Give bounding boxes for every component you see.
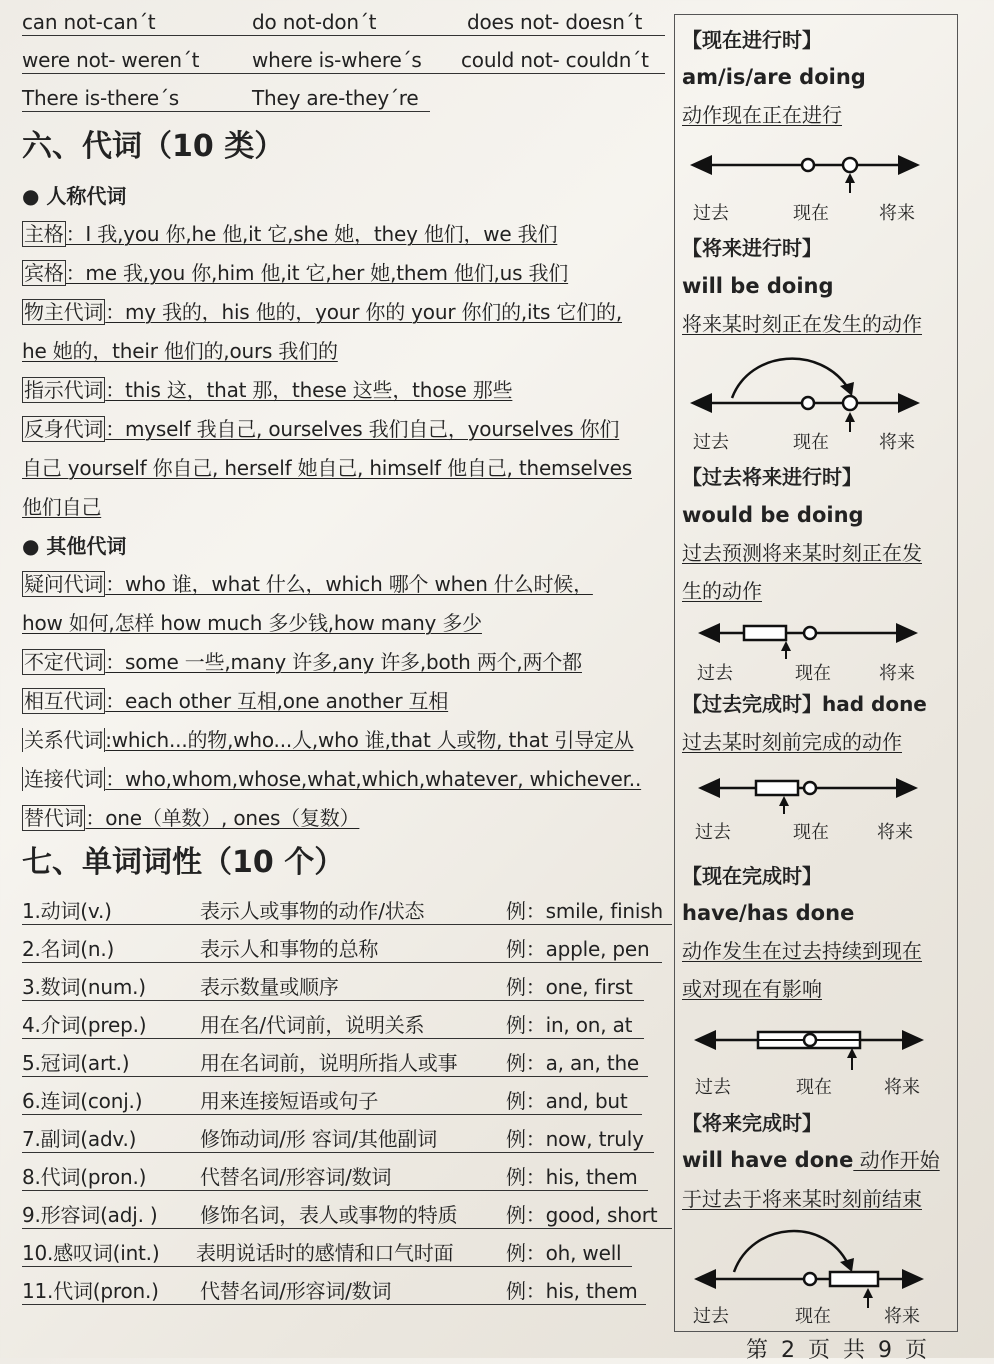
tense-desc: 动作开始: [853, 1148, 940, 1172]
parts-of-speech-heading: 七、单词词性（10 个）: [22, 845, 345, 880]
tense-title: 【过去完成时】had done: [682, 692, 927, 716]
pos-desc: 表示人和事物的总称: [200, 937, 379, 961]
pronouns-heading: 六、代词（10 类）: [22, 129, 285, 164]
pos-example: 例：a, an, the: [506, 1051, 640, 1075]
pronoun-label: 反身代词: [24, 417, 104, 441]
pronoun-examples: ：I 我,you 你,he 他,it 它,she 她，they 他们，we 我们: [65, 222, 558, 246]
pos-example: 例：his, them: [506, 1165, 638, 1189]
tense-title: 【将来完成时】: [682, 1111, 822, 1135]
tense-desc: 过去某时刻前完成的动作: [682, 730, 902, 754]
bullet-icon: ●: [22, 184, 40, 208]
contraction-item: where is-where´s: [252, 48, 422, 72]
pos-name: 10.感叹词(int.): [22, 1241, 160, 1265]
timeline-present-label: 现在: [793, 203, 829, 224]
timeline-future-label: 将来: [879, 203, 915, 224]
pos-example: 例：his, them: [506, 1279, 638, 1303]
timeline-future-label: 将来: [879, 663, 915, 684]
pronoun-row: [22, 417, 619, 441]
timeline-future-label: 将来: [879, 432, 915, 453]
pos-example: 例：smile, finish: [506, 899, 663, 923]
pos-desc: 用在名词前，说明所指人或事: [200, 1051, 458, 1075]
pos-desc: 代替名词/形容词/数词: [200, 1165, 392, 1189]
pronoun-label: 不定代词: [24, 650, 104, 674]
timeline-diagram: [698, 770, 928, 820]
timeline-present-label: 现在: [795, 663, 831, 684]
pos-example: 例：one, first: [506, 975, 633, 999]
other-pronouns-heading: ● 其他代词: [22, 534, 127, 558]
pronoun-label: 疑问代词: [24, 572, 104, 596]
timeline-future-label: 将来: [884, 1077, 920, 1098]
contraction-item: do not-don´t: [252, 10, 377, 34]
contraction-item: could not- couldn´t: [461, 48, 649, 72]
tense-form-line: [682, 1147, 940, 1173]
pos-name: 1.动词(v.): [22, 899, 112, 923]
pronoun-row: [22, 728, 672, 752]
pronoun-examples-cont: how 如何,怎样 how much 多少钱,how many 多少: [22, 611, 482, 635]
tense-desc: 或对现在有影响: [682, 977, 822, 1001]
pronoun-examples-cont: 自己 yourself 你自己, herself 她自己, himself 他自己, themselves: [22, 456, 632, 480]
pronoun-label: 指示代词: [24, 378, 104, 402]
pronoun-examples: ：each other 互相,one another 互相: [105, 689, 449, 713]
pronoun-label: 关系代词: [24, 728, 104, 752]
timeline-diagram: [690, 350, 930, 430]
pos-example: 例：and, but: [506, 1089, 628, 1113]
tense-form: would be doing: [682, 503, 864, 527]
pos-name: 6.连词(conj.): [22, 1089, 143, 1113]
pos-desc: 用在名/代词前，说明关系: [200, 1013, 425, 1037]
pos-example: 例：good, short: [506, 1203, 658, 1227]
personal-pronouns-heading: ● 人称代词: [22, 184, 127, 208]
pronoun-examples-cont: he 她的，their 他们的,ours 我们的: [22, 339, 338, 363]
tense-title: 【现在进行时】: [682, 28, 822, 52]
pronoun-row: [22, 572, 593, 596]
pronoun-row: [22, 378, 512, 402]
timeline-present-label: 现在: [795, 1306, 831, 1327]
pos-name: 11.代词(pron.): [22, 1279, 159, 1303]
page-number: 第 2 页 共 9 页: [746, 1338, 930, 1363]
pronoun-label: 连接代词: [24, 767, 104, 791]
pos-name: 7.副词(adv.): [22, 1127, 137, 1151]
timeline-present-label: 现在: [793, 822, 829, 843]
pronoun-examples: ：me 我,you 你,him 他,it 它,her 她,them 他们,us 我们: [65, 261, 569, 285]
contraction-item: They are-they´re: [252, 86, 419, 110]
pos-example: 例：in, on, at: [506, 1013, 633, 1037]
pronoun-label: 替代词: [24, 806, 84, 830]
pos-desc: 代替名词/形容词/数词: [200, 1279, 392, 1303]
pos-desc: 表明说话时的感情和口气时面: [196, 1241, 454, 1265]
timeline-present-label: 现在: [796, 1077, 832, 1098]
contraction-item: can not-can´t: [22, 10, 156, 34]
pos-desc: 修饰名词，表人或事物的特质: [200, 1203, 458, 1227]
pronoun-label: 宾格: [24, 261, 64, 285]
tense-title: 【现在完成时】: [682, 864, 822, 888]
tense-form: am/is/are doing: [682, 65, 866, 89]
pos-desc: 用来连接短语或句子: [200, 1089, 379, 1113]
timeline-past-label: 过去: [693, 1306, 729, 1327]
timeline-diagram: [698, 615, 928, 665]
tense-form: will be doing: [682, 274, 834, 298]
tense-desc: 过去预测将来某时刻正在发: [682, 541, 922, 565]
pronoun-examples-cont: 他们自己: [22, 495, 102, 519]
pronoun-row: [22, 222, 557, 246]
pos-name: 2.名词(n.): [22, 937, 115, 961]
pos-name: 9.形容词(adj. ): [22, 1203, 158, 1227]
tense-title: 【将来进行时】: [682, 236, 822, 260]
timeline-past-label: 过去: [693, 203, 729, 224]
pronoun-row: [22, 300, 622, 324]
pos-desc: 表示人或事物的动作/状态: [200, 899, 425, 923]
pos-example: 例：apple, pen: [506, 937, 650, 961]
timeline-future-label: 将来: [877, 822, 913, 843]
timeline-diagram: [694, 1020, 934, 1075]
pos-desc: 修饰动词/形 容词/其他副词: [200, 1127, 438, 1151]
pos-name: 3.数词(num.): [22, 975, 146, 999]
contraction-item: There is-there´s: [22, 86, 179, 110]
contraction-item: were not- weren´t: [22, 48, 200, 72]
timeline-past-label: 过去: [695, 1077, 731, 1098]
timeline-present-label: 现在: [793, 432, 829, 453]
pronoun-label: 主格: [24, 222, 64, 246]
pos-name: 8.代词(pron.): [22, 1165, 147, 1189]
pronoun-examples: ：who 谁，what 什么，which 哪个 when 什么时候，: [105, 572, 593, 596]
timeline-future-label: 将来: [884, 1306, 920, 1327]
pronoun-label: 物主代词: [24, 300, 104, 324]
tense-form: will have done: [682, 1148, 854, 1172]
tense-desc: 动作现在正在进行: [682, 103, 842, 127]
pos-example: 例：now, truly: [506, 1127, 644, 1151]
pos-name: 4.介词(prep.): [22, 1013, 147, 1037]
contraction-item: does not- doesn´t: [467, 10, 643, 34]
tense-form: have/has done: [682, 901, 855, 925]
pronoun-examples: ：who,whom,whose,what,which,whatever, whichever..: [105, 767, 642, 791]
pronoun-row: [22, 261, 568, 285]
timeline-past-label: 过去: [697, 663, 733, 684]
pronoun-row: [22, 806, 359, 830]
pronoun-examples: ：this 这，that 那，these 这些，those 那些: [105, 378, 513, 402]
tense-desc: 将来某时刻正在发生的动作: [682, 312, 922, 336]
timeline-past-label: 过去: [693, 432, 729, 453]
pronoun-row: [22, 689, 448, 713]
tense-desc: 于过去于将来某时刻前结束: [682, 1187, 922, 1211]
pos-desc: 表示数量或顺序: [200, 975, 339, 999]
timeline-diagram: [694, 1222, 934, 1302]
pronoun-examples: :which...的物,who...人,who 谁,that 人或物, that 引导定从: [105, 728, 634, 752]
bullet-icon: ●: [22, 534, 40, 558]
pronoun-row: [22, 650, 582, 674]
pronoun-examples: ：one（单数）, ones（复数）: [85, 806, 360, 830]
timeline-past-label: 过去: [695, 822, 731, 843]
pos-example: 例：oh, well: [506, 1241, 622, 1265]
tense-desc: 生的动作: [682, 579, 762, 603]
pronoun-examples: ：myself 我自己, ourselves 我们自己，yourselves 你们: [105, 417, 620, 441]
pronoun-row: [22, 767, 672, 791]
pos-name: 5.冠词(art.): [22, 1051, 130, 1075]
tense-desc: 动作发生在过去持续到现在: [682, 939, 922, 963]
pronoun-label: 相互代词: [24, 689, 104, 713]
pronoun-examples: ：my 我的，his 他的，your 你的 your 你们的,its 它们的,: [105, 300, 622, 324]
timeline-diagram: [690, 145, 930, 195]
tense-title: 【过去将来进行时】: [682, 465, 862, 489]
pronoun-examples: ：some 一些,many 许多,any 许多,both 两个,两个都: [105, 650, 582, 674]
